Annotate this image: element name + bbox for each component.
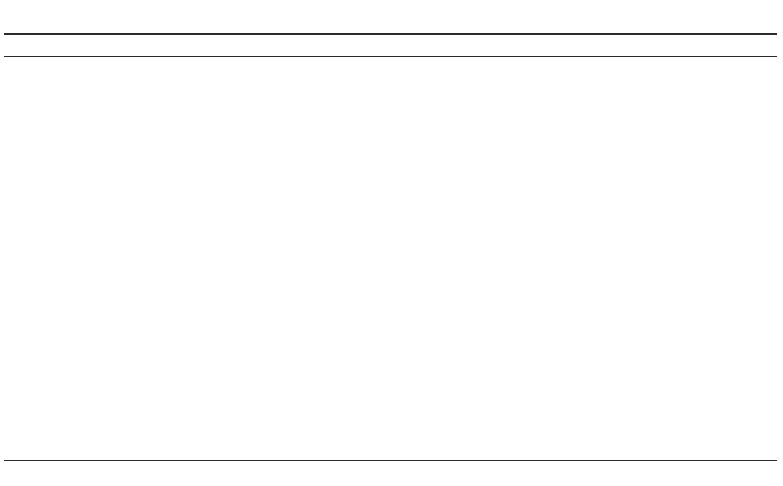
top-rule xyxy=(4,33,777,35)
header-rule xyxy=(4,56,777,57)
bottom-rule xyxy=(4,460,777,461)
